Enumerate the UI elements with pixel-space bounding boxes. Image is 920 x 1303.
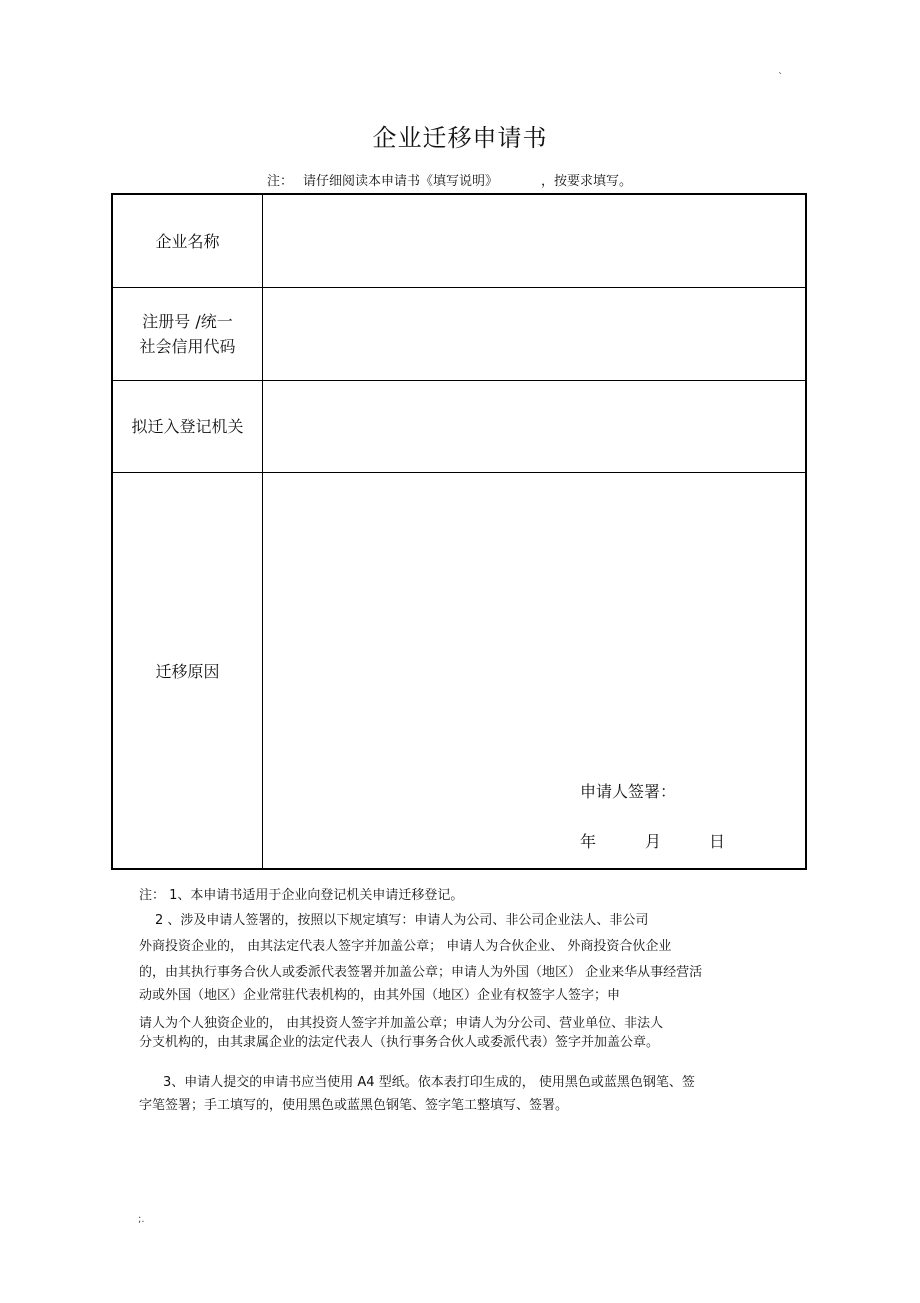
- note-1: 注： 1、本申请书适用于企业向登记机关申请迁移登记。: [139, 888, 464, 903]
- note-2-line-3: 的，由其执行事务合伙人或委派代表签署并加盖公章；申请人为外国（地区） 企业来华从事经营活: [139, 965, 703, 980]
- note-2-line-2: 外商投资企业的， 由其法定代表人签字并加盖公章； 申请人为合伙企业、 外商投资合伙企业: [139, 939, 672, 954]
- label-registration-number: [113, 287, 262, 380]
- note-3-line-2: 字笔签署；手工填写的，使用黑色或蓝黑色钢笔、签字笔工整填写、签署。: [139, 1098, 569, 1113]
- label-target-authority: 拟迁入登记机关: [131, 416, 244, 436]
- note-3-line-1: 3、申请人提交的申请书应当使用 A4 型纸。依本表打印生成的， 使用黑色或蓝黑色钢笔、签: [163, 1075, 695, 1090]
- note-2-line-4: 动或外国（地区）企业常驻代表机构的，由其外国（地区）企业有权签字人签字；申: [139, 988, 621, 1003]
- note-2-line-5: 请人为个人独资企业的， 由其投资人签字并加盖公章；申请人为分公司、营业单位、非法人: [139, 1016, 664, 1031]
- top-note-text-2: ，按要求填写。: [541, 174, 633, 189]
- top-note-label: 注：: [267, 174, 294, 189]
- date-year-label: 年: [580, 832, 597, 851]
- label-company-name: 企业名称: [155, 231, 220, 251]
- field-registration-number[interactable]: [263, 288, 805, 380]
- top-note-text-1: 请仔细阅读本申请书《填写说明》: [303, 174, 499, 189]
- page-mark: `: [778, 72, 783, 83]
- label-registration-line2: 社会信用代码: [139, 336, 236, 356]
- note-2-line-6: 分支机构的，由其隶属企业的法定代表人（执行事务合伙人或委派代表）签字并加盖公章。: [139, 1035, 660, 1050]
- label-registration-line1: 注册号 /统一: [142, 311, 233, 331]
- date-day-label: 日: [709, 832, 726, 851]
- label-migration-reason: 迁移原因: [155, 661, 220, 681]
- note-2-line-1: 2 、涉及申请人签署的，按照以下规定填写：申请人为公司、非公司企业法人、非公司: [155, 913, 649, 928]
- footer-mark: ;.: [138, 1214, 145, 1225]
- field-target-authority[interactable]: [263, 381, 805, 472]
- signature-label: 申请人签署：: [580, 782, 677, 801]
- field-company-name[interactable]: [263, 195, 805, 287]
- field-migration-reason[interactable]: [263, 473, 805, 868]
- top-note: [0, 170, 920, 190]
- page-title: 企业迁移申请书: [372, 124, 548, 152]
- application-form-table: [111, 193, 807, 870]
- date-month-label: 月: [645, 832, 662, 851]
